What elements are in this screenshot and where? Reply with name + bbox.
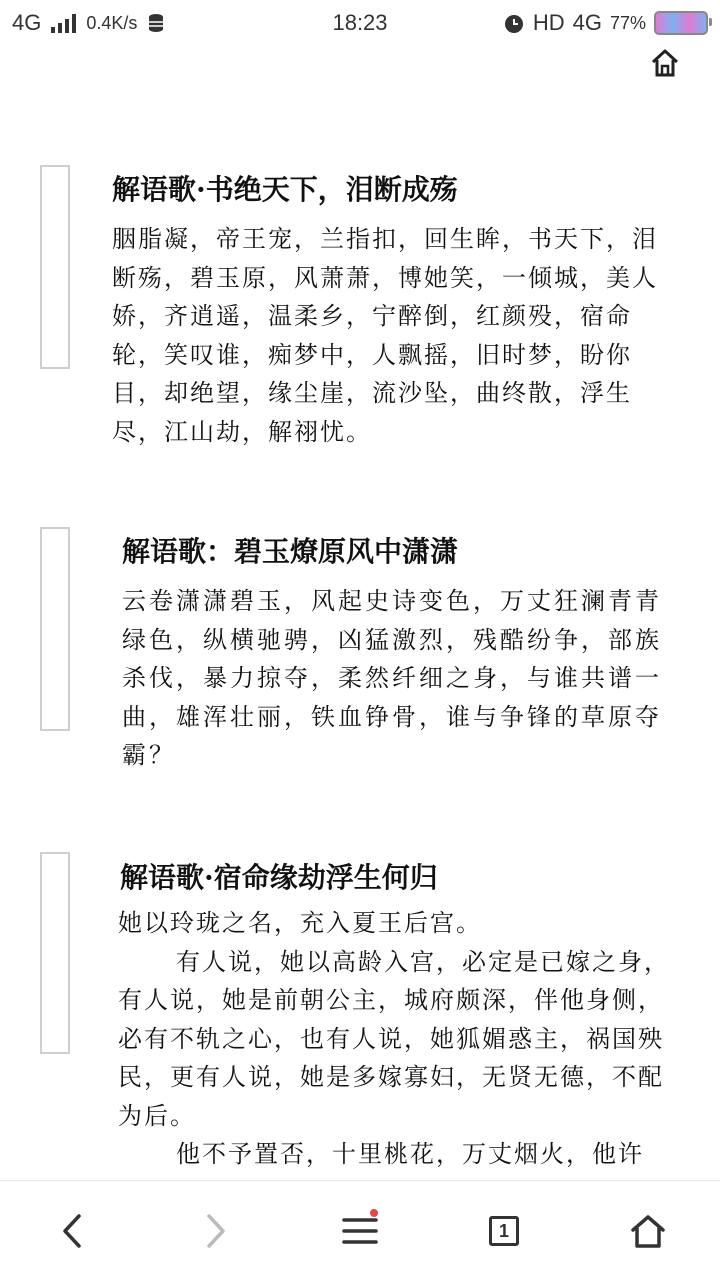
- chevron-left-icon: [60, 1213, 84, 1249]
- bottom-navigation-bar: [0, 1180, 720, 1281]
- paragraph: 有人说，她以高龄入宫，必定是已嫁之身，有人说，她是前朝公主，城府颇深，伴他身侧，必有不轨之心，也有人说，她狐媚惑主，祸国殃民，更有人说，她是多嫁寡妇，无贤无德，不配为后。: [118, 947, 670, 1130]
- section-title: 解语歌·宿命缘劫浮生何归: [120, 861, 438, 894]
- network-speed: 0.4K/s: [86, 12, 138, 33]
- section-body: [122, 582, 662, 775]
- alarm-icon: [503, 12, 525, 34]
- tabs-icon: [489, 1216, 519, 1246]
- paragraph: 他不予置否，十里桃花，万丈烟火，他许: [176, 1140, 644, 1168]
- paragraph: 胭脂凝，帝王宠，兰指扣，回生眸，书天下，泪断殇，碧玉原，风萧萧，博她笑，一倾城，美人娇，齐逍遥，温柔乡，宁醉倒，红颜殁，宿命轮，笑叹谁，痴梦中，人飘摇，旧时梦，盼你目，却绝望，缘尘崖，流沙坠，曲终散，浮生尽，江山劫，解祤忧。: [112, 225, 658, 446]
- battery-icon: [654, 11, 708, 35]
- status-bar: [0, 0, 720, 46]
- section-marker: [40, 527, 70, 731]
- tab-count: 1: [498, 1220, 509, 1241]
- clock: 18:23: [332, 10, 388, 35]
- paragraph: 云卷潇潇碧玉，风起史诗变色，万丈狂澜青青绿色，纵横驰骋，凶猛激烈，残酷纷争，部族杀伐，暴力掠夺，柔然纤细之身，与谁共谱一曲，雄浑壮丽，铁血铮骨，谁与争锋的草原夺霸？: [122, 587, 662, 769]
- chevron-right-icon: [204, 1213, 228, 1249]
- tabs-button[interactable]: [474, 1203, 534, 1259]
- forward-button[interactable]: [186, 1203, 246, 1259]
- menu-button[interactable]: [330, 1203, 390, 1259]
- section-marker: [40, 852, 70, 1054]
- back-button[interactable]: [42, 1203, 102, 1259]
- menu-icon: [342, 1216, 378, 1246]
- home-icon: [630, 1213, 666, 1249]
- section-body: [112, 220, 672, 451]
- battery-percent: 77%: [609, 12, 646, 33]
- network-type: 4G: [12, 10, 42, 35]
- hd-indicator: HD: [532, 10, 565, 35]
- section-title: 解语歌：碧玉燎原风中潇潇: [122, 535, 459, 568]
- section-body: [118, 904, 680, 1174]
- notification-dot: [370, 1209, 378, 1217]
- home-icon[interactable]: [650, 48, 680, 78]
- paragraph: 她以玲珑之名，充入夏王后宫。: [118, 909, 482, 937]
- section-marker: [40, 165, 70, 369]
- network-type-right: 4G: [572, 10, 602, 35]
- home-button[interactable]: [618, 1203, 678, 1259]
- section-title: 解语歌·书绝天下，泪断成殇: [112, 173, 458, 206]
